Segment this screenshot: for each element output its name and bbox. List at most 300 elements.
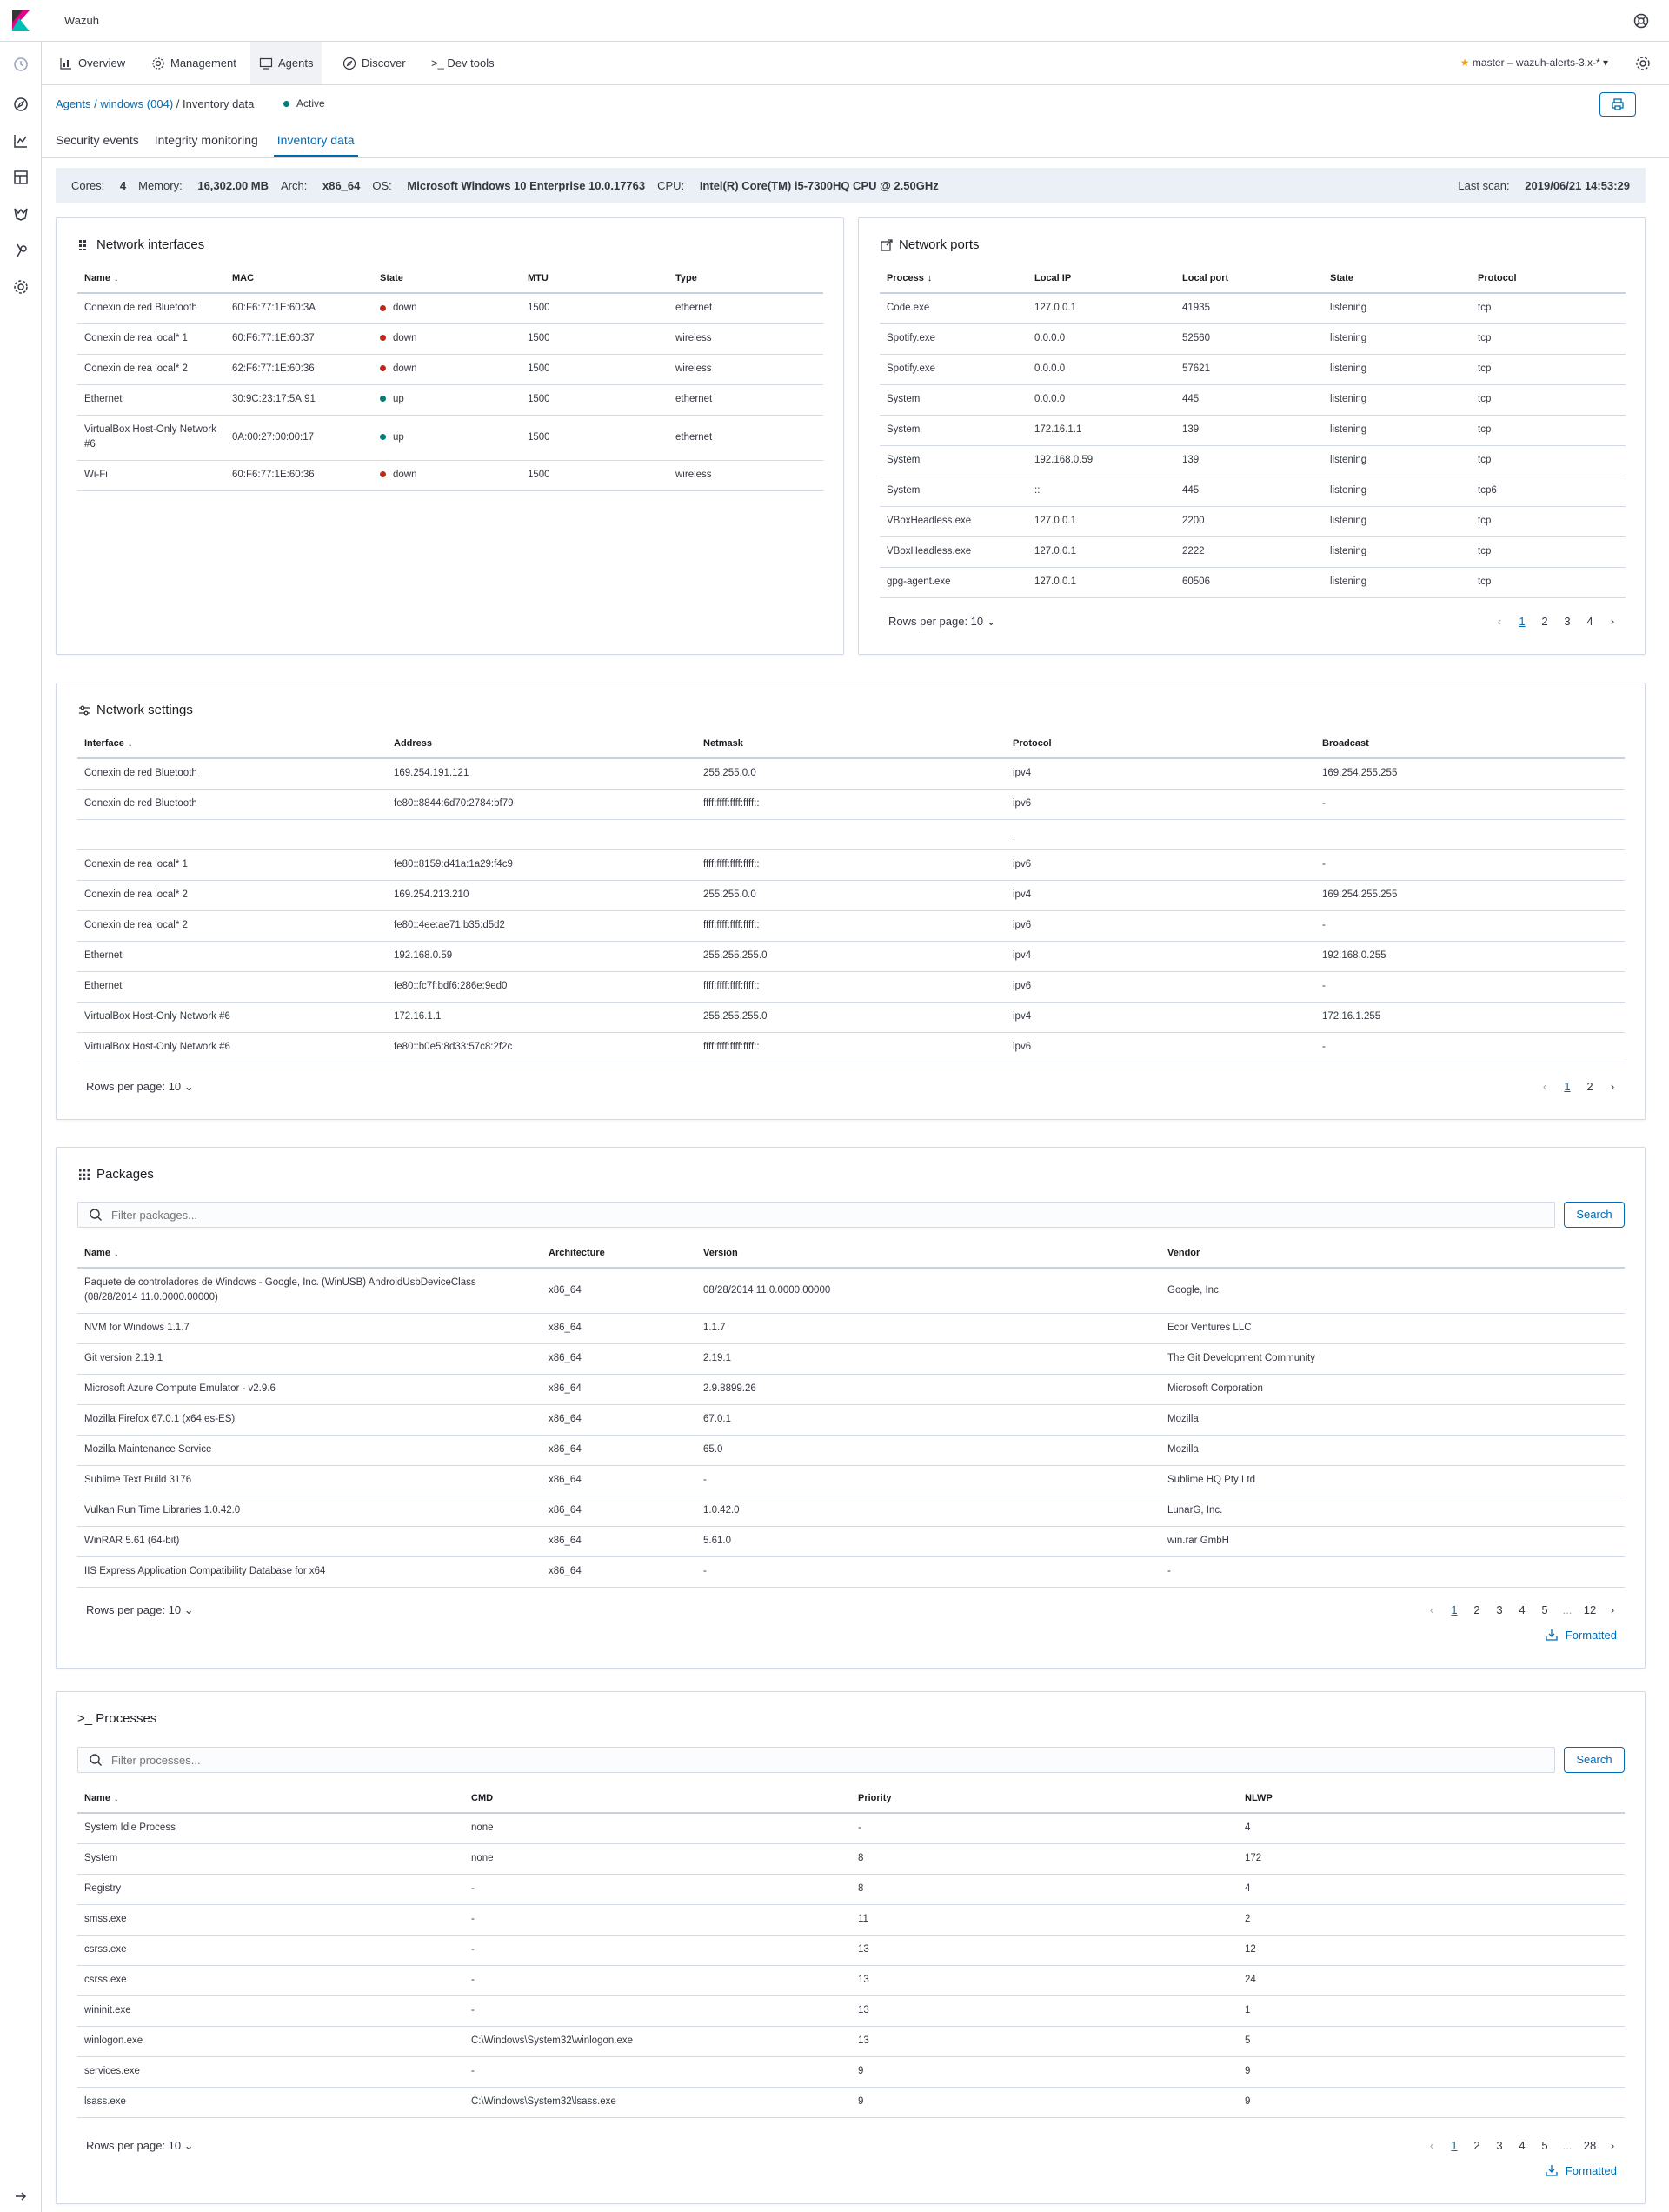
cell-value: 52560 <box>1182 333 1210 343</box>
page-button[interactable]: 4 <box>1519 1603 1526 1616</box>
table-cell <box>387 1002 696 1032</box>
tab-inventory-data[interactable]: Inventory data <box>274 130 358 157</box>
nav-devtools[interactable] <box>422 42 503 84</box>
table-cell <box>880 323 1027 354</box>
table-row[interactable] <box>77 1904 1625 1935</box>
cell-value: smss.exe <box>84 1914 127 1924</box>
table-row[interactable] <box>880 415 1626 445</box>
sort-arrow-icon: ↓ <box>113 1247 119 1258</box>
table-cell <box>880 536 1027 567</box>
table-row[interactable] <box>77 1965 1625 1995</box>
cell-value: 172 <box>1245 1853 1262 1863</box>
cell-value: Conexin de red Bluetooth <box>84 768 197 779</box>
side-nav <box>0 42 42 2212</box>
cell-value: tcp <box>1478 363 1492 374</box>
download-icon <box>1545 1628 1559 1642</box>
table-cell <box>464 1843 851 1874</box>
cell-value: Conexin de red Bluetooth <box>84 798 197 809</box>
export-icon <box>880 238 894 252</box>
table-row[interactable] <box>880 445 1626 476</box>
table-row[interactable] <box>77 2056 1625 2087</box>
cell-value: Ethernet <box>84 394 123 404</box>
cell-value: x86_64 <box>549 1536 582 1546</box>
table-cell <box>696 1268 1160 1313</box>
table-row[interactable] <box>880 323 1626 354</box>
recent-icon[interactable] <box>12 56 30 73</box>
packages-formatted-download[interactable] <box>1545 1628 1617 1642</box>
table-cell <box>77 1374 542 1404</box>
settings-rpp-label: Rows per page: 10 <box>86 1080 182 1093</box>
top-header <box>0 0 1669 42</box>
column-header-label: Version <box>703 1247 738 1258</box>
table-cell <box>77 1465 542 1496</box>
table-cell <box>1006 758 1315 789</box>
cell-value: listening <box>1330 363 1367 374</box>
table-cell <box>1027 293 1175 323</box>
nav-agents[interactable] <box>250 42 322 84</box>
cell-value: 445 <box>1182 485 1200 496</box>
page-button[interactable]: 1 <box>1451 2139 1458 2152</box>
nav-discover[interactable] <box>334 42 415 84</box>
table-cell <box>1471 506 1626 536</box>
settings-gear-icon[interactable] <box>1634 55 1652 72</box>
column-header[interactable] <box>1471 263 1626 293</box>
table-row[interactable] <box>77 1002 1625 1032</box>
cell-value: 13 <box>858 1975 869 1985</box>
table-row[interactable] <box>77 354 823 384</box>
cell-value: x86_64 <box>549 1566 582 1576</box>
column-header-label: CMD <box>471 1792 494 1803</box>
cell-value: - <box>471 1975 475 1985</box>
table-row[interactable] <box>77 941 1625 971</box>
table-cell <box>521 384 668 415</box>
cell-value: - <box>858 1822 861 1834</box>
pagination-ellipsis: ... <box>1562 2139 1573 2152</box>
cell-value: - <box>1322 1042 1326 1052</box>
cell-value: fe80::b0e5:8d33:57c8:2f2c <box>394 1042 513 1052</box>
table-cell <box>696 1374 1160 1404</box>
packages-search-field <box>77 1202 1555 1228</box>
page-button[interactable]: 1 <box>1519 615 1526 628</box>
nav-management[interactable] <box>143 42 245 84</box>
chevron-left-icon[interactable]: ‹ <box>1429 1603 1434 1616</box>
visualize-icon[interactable] <box>12 132 30 150</box>
table-row[interactable] <box>77 460 823 490</box>
table-row[interactable] <box>77 2087 1625 2117</box>
table-cell <box>1238 1874 1625 1904</box>
cell-value: 08/28/2014 11.0.0000.00000 <box>703 1284 831 1296</box>
table-cell <box>1323 384 1471 415</box>
table-row[interactable] <box>77 1268 1625 1313</box>
cell-value: 1500 <box>528 470 550 480</box>
table-row[interactable] <box>77 1843 1625 1874</box>
column-header[interactable] <box>542 1238 696 1268</box>
column-header[interactable] <box>880 263 1027 293</box>
table-row[interactable] <box>77 323 823 354</box>
packages-panel <box>56 1147 1646 1669</box>
agent-tabs <box>56 130 374 157</box>
cell-value: 1 <box>1245 2005 1251 2015</box>
cell-value: VirtualBox Host-Only Network #6 <box>84 424 216 450</box>
table-cell <box>1238 1935 1625 1965</box>
cell-value: Conexin de rea local* 1 <box>84 333 188 343</box>
column-header[interactable] <box>225 263 373 293</box>
network-settings-title <box>77 703 193 717</box>
table-row[interactable] <box>77 1874 1625 1904</box>
chevron-right-icon[interactable]: › <box>1610 1603 1615 1616</box>
table-cell <box>1160 1435 1625 1465</box>
cell-value: 192.168.0.255 <box>1322 950 1386 961</box>
table-row[interactable] <box>880 384 1626 415</box>
table-row[interactable] <box>77 1556 1625 1587</box>
cell-value: x86_64 <box>549 1383 582 1394</box>
page-button[interactable]: 4 <box>1586 615 1593 628</box>
column-header[interactable] <box>373 263 521 293</box>
table-cell <box>77 293 225 323</box>
packages-search-button[interactable]: Search <box>1564 1202 1625 1228</box>
cell-value: 9 <box>858 2066 864 2076</box>
table-row[interactable] <box>880 567 1626 597</box>
column-header[interactable] <box>696 729 1006 758</box>
table-cell <box>1323 506 1471 536</box>
table-cell <box>1160 1526 1625 1556</box>
page-button[interactable]: 5 <box>1541 2139 1548 2152</box>
cell-value: 62:F6:77:1E:60:36 <box>232 363 315 374</box>
management-gear-icon[interactable] <box>12 278 30 296</box>
table-cell <box>1315 910 1625 941</box>
ports-rows-per-page[interactable] <box>888 615 996 629</box>
tab-security-events[interactable]: Security events <box>56 133 139 147</box>
cell-value: ipv6 <box>1013 920 1032 930</box>
network-interfaces-title-text: Network interfaces <box>96 237 205 252</box>
cell-value: ipv4 <box>1013 768 1032 779</box>
cell-value: fe80::fc7f:bdf6:286e:9ed0 <box>394 981 508 991</box>
help-icon[interactable] <box>1632 12 1650 30</box>
table-cell <box>696 819 1006 849</box>
table-cell <box>696 910 1006 941</box>
table-row[interactable] <box>880 506 1626 536</box>
table-row[interactable] <box>77 819 1625 849</box>
column-header[interactable] <box>1175 263 1323 293</box>
cell-value: ffff:ffff:ffff:ffff:: <box>703 1042 760 1052</box>
table-cell <box>77 1995 464 2026</box>
page-button[interactable]: 3 <box>1496 2139 1503 2152</box>
table-cell <box>464 1995 851 2026</box>
column-header-label: MTU <box>528 272 549 283</box>
status-dot-icon <box>283 101 289 107</box>
table-row[interactable] <box>880 293 1626 323</box>
kibana-logo[interactable] <box>12 10 30 31</box>
processes-formatted-download[interactable] <box>1545 2163 1617 2177</box>
table-cell <box>1175 293 1323 323</box>
discover-icon[interactable] <box>12 96 30 113</box>
column-header[interactable] <box>387 729 696 758</box>
table-cell <box>1238 1813 1625 1843</box>
settings-rows-per-page[interactable] <box>86 1080 194 1094</box>
table-cell <box>696 849 1006 880</box>
cell-value: none <box>471 1822 494 1834</box>
page-button[interactable]: 28 <box>1583 2139 1597 2152</box>
table-cell <box>542 1268 696 1313</box>
table-row[interactable] <box>77 415 823 460</box>
tab-integrity-monitoring[interactable]: Integrity monitoring <box>154 133 258 147</box>
table-row[interactable] <box>880 476 1626 506</box>
network-ports-table <box>880 263 1626 598</box>
table-row[interactable] <box>77 880 1625 910</box>
table-row[interactable] <box>77 384 823 415</box>
cell-value: 0.0.0.0 <box>1034 333 1066 343</box>
processes-rows-per-page[interactable] <box>86 2139 194 2153</box>
table-cell <box>1471 445 1626 476</box>
cell-value: Ethernet <box>84 981 123 991</box>
cell-value: 127.0.0.1 <box>1034 303 1076 314</box>
table-cell <box>1175 354 1323 384</box>
nav-overview[interactable] <box>50 42 134 84</box>
column-header-label: Name <box>84 1792 110 1803</box>
cell-value: ffff:ffff:ffff:ffff:: <box>703 859 760 869</box>
cell-value: Conexin de rea local* 1 <box>84 859 188 869</box>
breadcrumb-agent[interactable]: windows (004) <box>100 97 174 110</box>
cell-value: x86_64 <box>549 1353 582 1363</box>
cell-value: C:\Windows\System32\winlogon.exe <box>471 2035 633 2046</box>
print-button[interactable] <box>1599 92 1636 117</box>
chevron-left-icon[interactable]: ‹ <box>1497 615 1502 628</box>
cell-value: - <box>471 2005 475 2015</box>
table-cell <box>1027 354 1175 384</box>
cell-value: Mozilla Firefox 67.0.1 (x64 es-ES) <box>84 1414 236 1424</box>
table-cell <box>1027 506 1175 536</box>
table-row[interactable] <box>77 1813 1625 1843</box>
cell-value: NVM for Windows 1.1.7 <box>84 1323 190 1333</box>
chevron-left-icon[interactable]: ‹ <box>1429 2139 1434 2152</box>
table-cell <box>1323 567 1471 597</box>
table-row[interactable] <box>77 1995 1625 2026</box>
column-header[interactable] <box>1160 1238 1625 1268</box>
cell-value: tcp <box>1478 394 1492 404</box>
column-header-label: Address <box>394 737 433 749</box>
packages-search-input[interactable] <box>111 1209 1430 1222</box>
cell-value: 2.9.8899.26 <box>703 1383 756 1394</box>
table-row[interactable] <box>77 293 823 323</box>
table-row[interactable] <box>77 849 1625 880</box>
column-header-label: Name <box>84 1247 110 1258</box>
column-header[interactable] <box>1315 729 1625 758</box>
table-cell <box>880 506 1027 536</box>
processes-rpp-label: Rows per page: 10 <box>86 2139 182 2152</box>
cell-value: 11 <box>858 1914 868 1924</box>
table-row[interactable] <box>77 910 1625 941</box>
table-cell <box>1006 910 1315 941</box>
cell-value: ffff:ffff:ffff:ffff:: <box>703 798 760 809</box>
page-button[interactable]: 2 <box>1541 615 1548 628</box>
table-cell <box>851 1874 1238 1904</box>
table-cell <box>1175 567 1323 597</box>
status-dot-icon <box>380 365 386 371</box>
table-row[interactable] <box>77 789 1625 819</box>
pagination-ellipsis: ... <box>1562 1603 1573 1616</box>
table-cell <box>1006 849 1315 880</box>
page-button[interactable]: 2 <box>1586 1080 1593 1093</box>
column-header[interactable] <box>77 1783 464 1813</box>
chevron-down-icon: ⌄ <box>183 1603 194 1616</box>
column-header[interactable] <box>668 263 823 293</box>
table-row[interactable] <box>77 971 1625 1002</box>
table-row[interactable] <box>880 536 1626 567</box>
cell-value: Wi-Fi <box>84 470 108 480</box>
cell-value: 172.16.1.255 <box>1322 1011 1381 1022</box>
cell-value: 192.168.0.59 <box>394 950 453 961</box>
table-cell <box>696 1465 1160 1496</box>
page-button[interactable]: 2 <box>1473 2139 1480 2152</box>
devtools-icon[interactable] <box>12 242 30 259</box>
page-button[interactable]: 4 <box>1519 2139 1526 2152</box>
cell-value: - <box>471 2066 475 2076</box>
cell-value: ffff:ffff:ffff:ffff:: <box>703 981 760 991</box>
cell-value: ipv6 <box>1013 859 1032 869</box>
table-row[interactable] <box>880 354 1626 384</box>
chevron-right-icon[interactable]: › <box>1610 615 1615 628</box>
packages-rows-per-page[interactable] <box>86 1603 194 1617</box>
column-header[interactable] <box>1323 263 1471 293</box>
table-row[interactable] <box>77 1313 1625 1343</box>
table-cell <box>77 1313 542 1343</box>
api-selector[interactable] <box>1460 42 1608 84</box>
breadcrumb-agents[interactable]: Agents <box>56 97 91 110</box>
column-header-label: Protocol <box>1013 737 1052 749</box>
page-button[interactable]: 3 <box>1496 1603 1503 1616</box>
cell-value: 9 <box>1245 2066 1251 2076</box>
settings-sliders-icon <box>77 703 91 717</box>
page-button[interactable]: 1 <box>1564 1080 1571 1093</box>
table-cell <box>1006 880 1315 910</box>
cell-value: wininit.exe <box>84 2005 131 2015</box>
cell-value: tcp <box>1478 576 1492 587</box>
column-header[interactable] <box>1027 263 1175 293</box>
table-cell <box>1027 536 1175 567</box>
chevron-right-icon[interactable]: › <box>1610 2139 1615 2152</box>
cell-value: 13 <box>858 1944 869 1955</box>
table-row[interactable] <box>77 758 1625 789</box>
column-header[interactable] <box>521 263 668 293</box>
table-row[interactable] <box>77 1374 1625 1404</box>
collapse-arrow-icon[interactable] <box>12 2188 30 2205</box>
cell-value: Sublime Text Build 3176 <box>84 1475 192 1485</box>
column-header[interactable] <box>77 729 387 758</box>
cell-value: listening <box>1330 424 1367 435</box>
column-header[interactable] <box>77 263 225 293</box>
processes-search-field <box>77 1747 1555 1773</box>
cell-value: listening <box>1330 455 1367 465</box>
table-cell <box>1175 415 1323 445</box>
sort-arrow-icon: ↓ <box>127 737 133 749</box>
status-label: Active <box>296 97 325 110</box>
table-cell <box>1323 476 1471 506</box>
table-cell <box>1160 1313 1625 1343</box>
table-cell <box>1006 819 1315 849</box>
table-cell <box>542 1496 696 1526</box>
table-cell <box>1160 1465 1625 1496</box>
column-header[interactable] <box>464 1783 851 1813</box>
grid-icon <box>77 238 91 252</box>
cell-value: up <box>393 394 404 404</box>
chevron-right-icon[interactable]: › <box>1610 1080 1615 1093</box>
cell-value: System <box>84 1853 118 1863</box>
table-row[interactable] <box>77 1435 1625 1465</box>
packages-title-text: Packages <box>96 1167 154 1182</box>
cell-value: 0A:00:27:00:00:17 <box>232 431 314 443</box>
table-row[interactable] <box>77 1404 1625 1435</box>
cell-value: 445 <box>1182 394 1200 404</box>
page-button[interactable]: 3 <box>1564 615 1571 628</box>
column-header[interactable] <box>851 1783 1238 1813</box>
table-cell <box>1323 415 1471 445</box>
table-cell <box>851 1813 1238 1843</box>
table-cell <box>464 1813 851 1843</box>
page-button[interactable]: 12 <box>1583 1603 1597 1616</box>
cell-value: - <box>471 1944 475 1955</box>
table-row[interactable] <box>77 1935 1625 1965</box>
sort-arrow-icon: ↓ <box>113 1792 119 1803</box>
table-cell <box>1315 1002 1625 1032</box>
table-cell <box>1315 880 1625 910</box>
table-cell <box>542 1435 696 1465</box>
table-cell <box>668 460 823 490</box>
column-header[interactable] <box>1238 1783 1625 1813</box>
table-cell <box>77 1404 542 1435</box>
table-row[interactable] <box>77 1343 1625 1374</box>
cell-value: listening <box>1330 546 1367 556</box>
cell-value: Conexin de rea local* 2 <box>84 889 188 900</box>
page-button[interactable]: 1 <box>1451 1603 1458 1616</box>
page-button[interactable]: 2 <box>1473 1603 1480 1616</box>
table-cell <box>851 1843 1238 1874</box>
processes-search-button[interactable]: Search <box>1564 1747 1625 1773</box>
wazuh-icon[interactable] <box>12 205 30 223</box>
table-cell <box>880 293 1027 323</box>
cell-value: 9 <box>1245 2096 1251 2107</box>
table-row[interactable] <box>77 1032 1625 1063</box>
column-header[interactable] <box>696 1238 1160 1268</box>
chevron-left-icon[interactable]: ‹ <box>1542 1080 1547 1093</box>
network-settings-panel <box>56 683 1646 1120</box>
table-row[interactable] <box>77 1496 1625 1526</box>
table-row[interactable] <box>77 1526 1625 1556</box>
table-cell <box>1027 445 1175 476</box>
table-row[interactable] <box>77 2026 1625 2056</box>
star-icon: ★ <box>1460 57 1470 69</box>
cell-value: 169.254.191.121 <box>394 768 469 779</box>
table-cell <box>696 880 1006 910</box>
column-header[interactable] <box>77 1238 542 1268</box>
page-button[interactable]: 5 <box>1541 1603 1548 1616</box>
table-cell <box>77 971 387 1002</box>
cell-value: fe80::8159:d41a:1a29:f4c9 <box>394 859 513 869</box>
column-header-label: Priority <box>858 1792 892 1803</box>
breadcrumb-current: Inventory data <box>183 97 255 110</box>
table-cell <box>1323 445 1471 476</box>
table-cell <box>464 1904 851 1935</box>
column-header[interactable] <box>1006 729 1315 758</box>
table-cell <box>521 323 668 354</box>
table-cell <box>77 460 225 490</box>
table-cell <box>521 293 668 323</box>
network-settings-table <box>77 729 1625 1063</box>
cell-value: 60:F6:77:1E:60:3A <box>232 303 316 314</box>
table-row[interactable] <box>77 1465 1625 1496</box>
dashboard-icon[interactable] <box>12 169 30 186</box>
processes-search-input[interactable] <box>111 1754 1430 1767</box>
table-cell <box>880 567 1027 597</box>
